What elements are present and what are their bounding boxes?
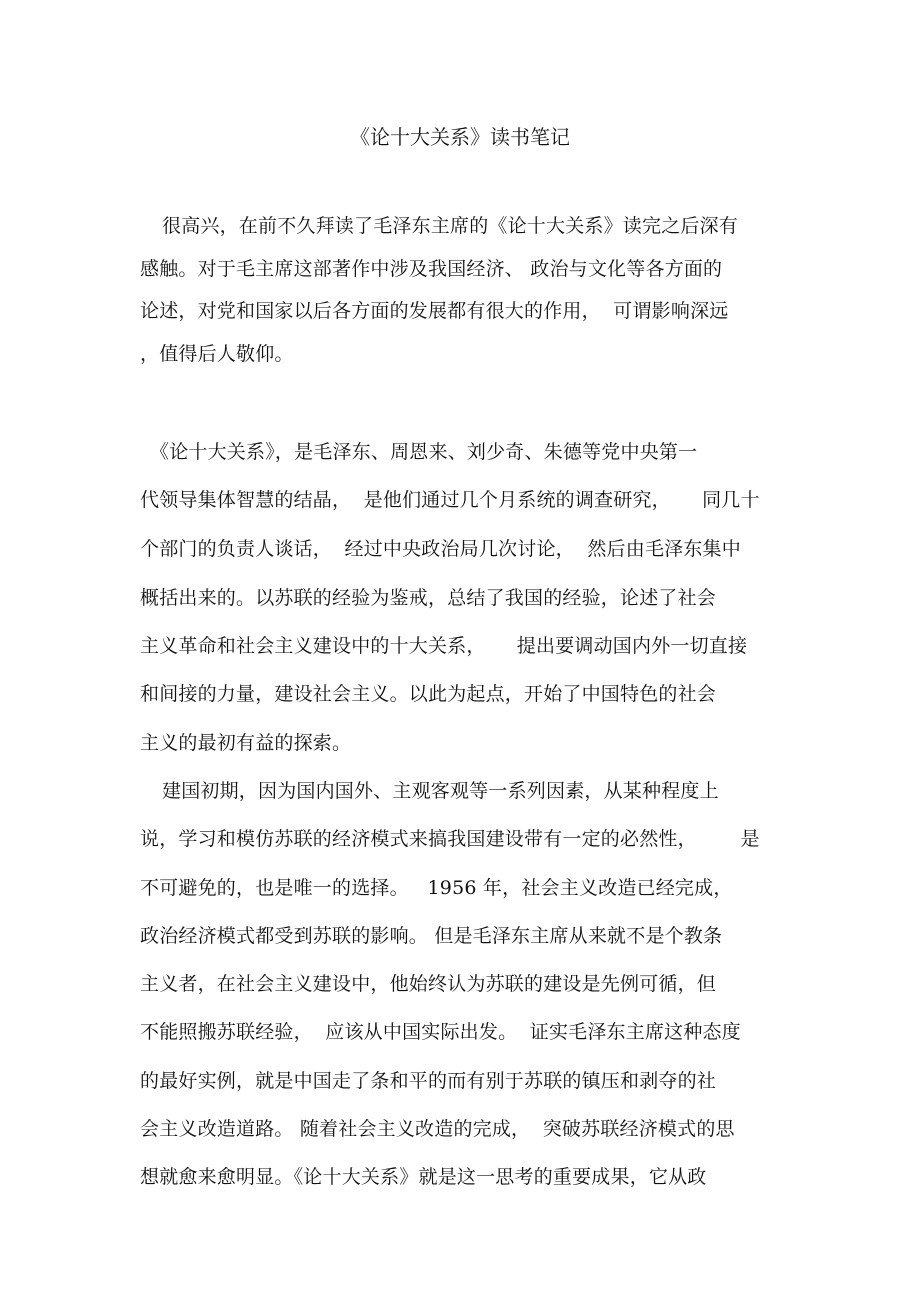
paragraph-2-line-5: 主义革命和社会主义建设中的十大关系， 提出要调动国内外一切直接 [140, 635, 748, 657]
paragraph-2-line-7: 主义的最初有益的探索。 [140, 732, 352, 754]
paragraph-2-line-2: 代领导集体智慧的结晶， 是他们通过几个月系统的调查研究， 同几十 [140, 489, 760, 511]
paragraph-3-line-7: 的最好实例，就是中国走了条和平的而有别于苏联的镇压和剥夺的社 [140, 1070, 717, 1092]
paragraph-3-line-8: 会主义改造道路。 随着社会主义改造的完成， 突破苏联经济模式的思 [140, 1118, 735, 1140]
paragraph-2-line-4: 概括出来的。以苏联的经验为鉴戒，总结了我国的经验，论述了社会 [140, 587, 717, 609]
paragraph-1-line-2: 感触。对于毛主席这部著作中涉及我国经济、 政治与文化等各方面的 [140, 258, 723, 280]
paragraph-2-line-3: 个部门的负责人谈话， 经过中央政治局几次讨论， 然后由毛泽东集中 [140, 538, 741, 560]
paragraph-3-line-2: 说，学习和模仿苏联的经济模式来搞我国建设带有一定的必然性， 是 [140, 828, 760, 850]
paragraph-3-line-5: 主义者，在社会主义建设中，他始终认为苏联的建设是先例可循，但 [140, 973, 717, 995]
paragraph-3-line-3: 不可避免的，也是唯一的选择。 1956 年，社会主义改造已经完成， [140, 877, 733, 899]
paragraph-1-line-3: 论述，对党和国家以后各方面的发展都有很大的作用， 可谓影响深远 [140, 300, 729, 322]
paragraph-3-line-1: 建国初期，因为国内国外、主观客观等一系列因素，从某种程度上 [162, 780, 719, 802]
document-title: 《论十大关系》读书笔记 [350, 125, 570, 149]
paragraph-2-line-1: 《论十大关系》，是毛泽东、周恩来、刘少奇、朱德等党中央第一 [150, 441, 698, 463]
paragraph-1-line-1: 很高兴，在前不久拜读了毛泽东主席的《论十大关系》读完之后深有 [162, 215, 739, 237]
paragraph-3-line-9: 想就愈来愈明显。《论十大关系》就是这一思考的重要成果，它从政 [140, 1166, 707, 1188]
paragraph-2-line-6: 和间接的力量，建设社会主义。以此为起点，开始了中国特色的社会 [140, 683, 717, 705]
paragraph-3-line-4: 政治经济模式都受到苏联的影响。 但是毛泽东主席从来就不是个教条 [140, 925, 723, 947]
paragraph-3-line-6: 不能照搬苏联经验， 应该从中国实际出发。 证实毛泽东主席这种态度 [140, 1021, 741, 1043]
paragraph-1-line-4: ，值得后人敬仰。 [140, 343, 294, 365]
